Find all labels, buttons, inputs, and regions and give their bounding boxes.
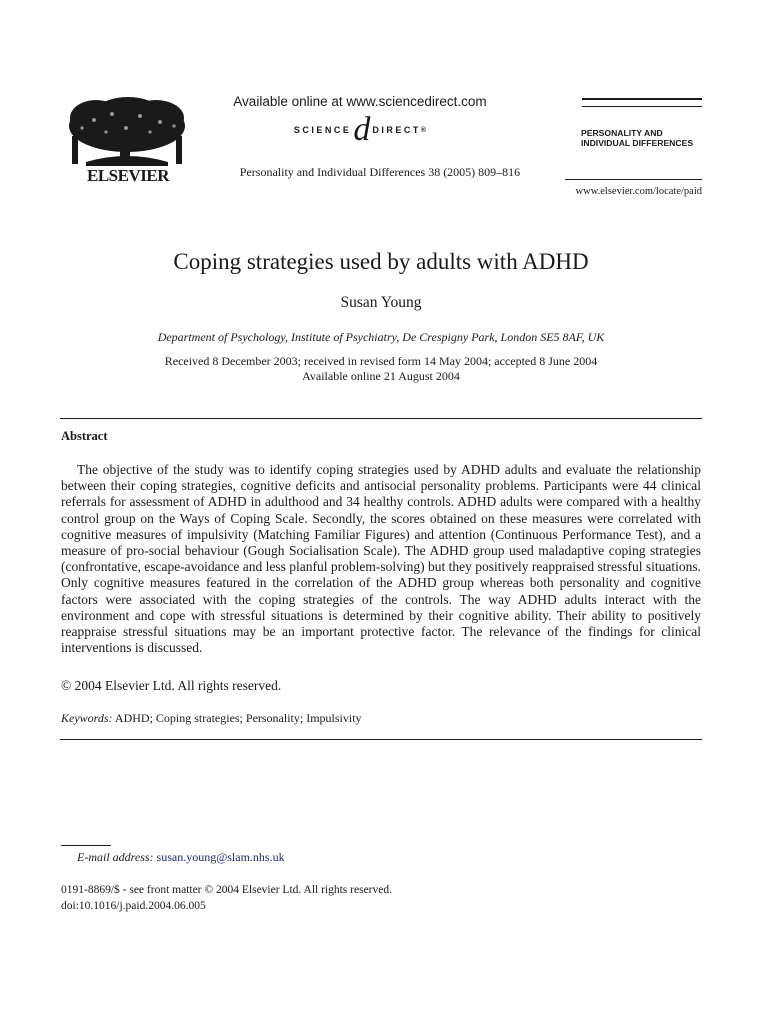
publisher-name: ELSEVIER [87,166,169,185]
received-dates: Received 8 December 2003; received in revised form 14 May 2004; accepted 8 June 2004 [164,354,598,368]
keywords [61,711,362,726]
journal-name-line1: PERSONALITY AND [581,128,663,138]
author-name: Susan Young [340,294,422,311]
sciencedirect-logo [240,112,480,148]
author-affiliation: Department of Psychology, Institute of Psychiatry, De Crespigny Park, London SE5 8AF, UK [157,330,605,344]
doi-line[interactable]: doi:10.1016/j.paid.2004.06.005 [61,899,206,912]
abstract-heading: Abstract [61,429,108,443]
issn-doi [61,883,392,914]
article-history [60,354,702,384]
email-link[interactable]: susan.young@slam.nhs.uk [156,850,285,864]
journal-name [581,129,721,148]
abstract-paragraph: The objective of the study was to identify coping strategies used by ADHD adults and evaluate the relationship between their coping strategies, cognitive deficits and antisocial personality problems. Participants were 44 clinical referrals for assessment of ADHD in adulthood and 34 healthy controls. ADHD adults were compared with a healthy control group on the Ways of Coping Scale. Secondly, the scores obtained on these measures were correlated with cognitive measures of impulsivity (Matching Familiar Figures) and attention (Continuous Performance Test), and a measure of pro-social behaviour (Gough Socialisation Scale). The ADHD group used maladaptive coping strategies (confrontative, escape-avoidance and less planful problem-solving) but they positively reappraised stressful situations. Only cognitive measures featured in the correlation of the ADHD group whereas both personality and cognitive factors were associated with the coping strategies of the controls. The way ADHD adults interact with the environment and cope with stressful situations is determined by their cognitive ability. Their ability to positively reappraise stressful situations may be an important protective factor. The relevance of the findings for clinical interventions is discussed. [61,462,701,656]
email-label: E-mail address: [77,850,154,864]
keywords-list: ADHD; Coping strategies; Personality; Impulsivity [114,711,362,725]
author-email [77,850,285,865]
sd-right-text: DIRECT [372,125,421,135]
sd-mark: ® [420,126,427,134]
issn-line: 0191-8869/$ - see front matter © 2004 Elsevier Ltd. All rights reserved. [61,884,392,896]
sd-at-icon: d [353,111,371,148]
abstract-copyright: © 2004 Elsevier Ltd. All rights reserved. [61,678,282,693]
available-online-text: Available online at www.sciencedirect.com [233,94,487,109]
header-rule-bottom [565,179,702,180]
keywords-label: Keywords: [61,711,113,725]
journal-citation: Personality and Individual Differences 38 (2005) 809–816 [239,165,521,179]
sd-left-text: SCIENCE [293,125,352,135]
available-online-date: Available online 21 August 2004 [302,369,460,383]
journal-url-link[interactable]: www.elsevier.com/locate/paid [575,186,702,197]
footnote-rule [61,845,111,846]
header-rule-top [582,98,702,100]
article-title: Coping strategies used by adults with ADHD [173,249,589,274]
abstract-top-rule [60,418,702,419]
abstract-bottom-rule [60,739,702,740]
header-rule-thin [582,106,702,107]
abstract-body [61,462,701,656]
journal-name-line2: INDIVIDUAL DIFFERENCES [581,137,694,148]
